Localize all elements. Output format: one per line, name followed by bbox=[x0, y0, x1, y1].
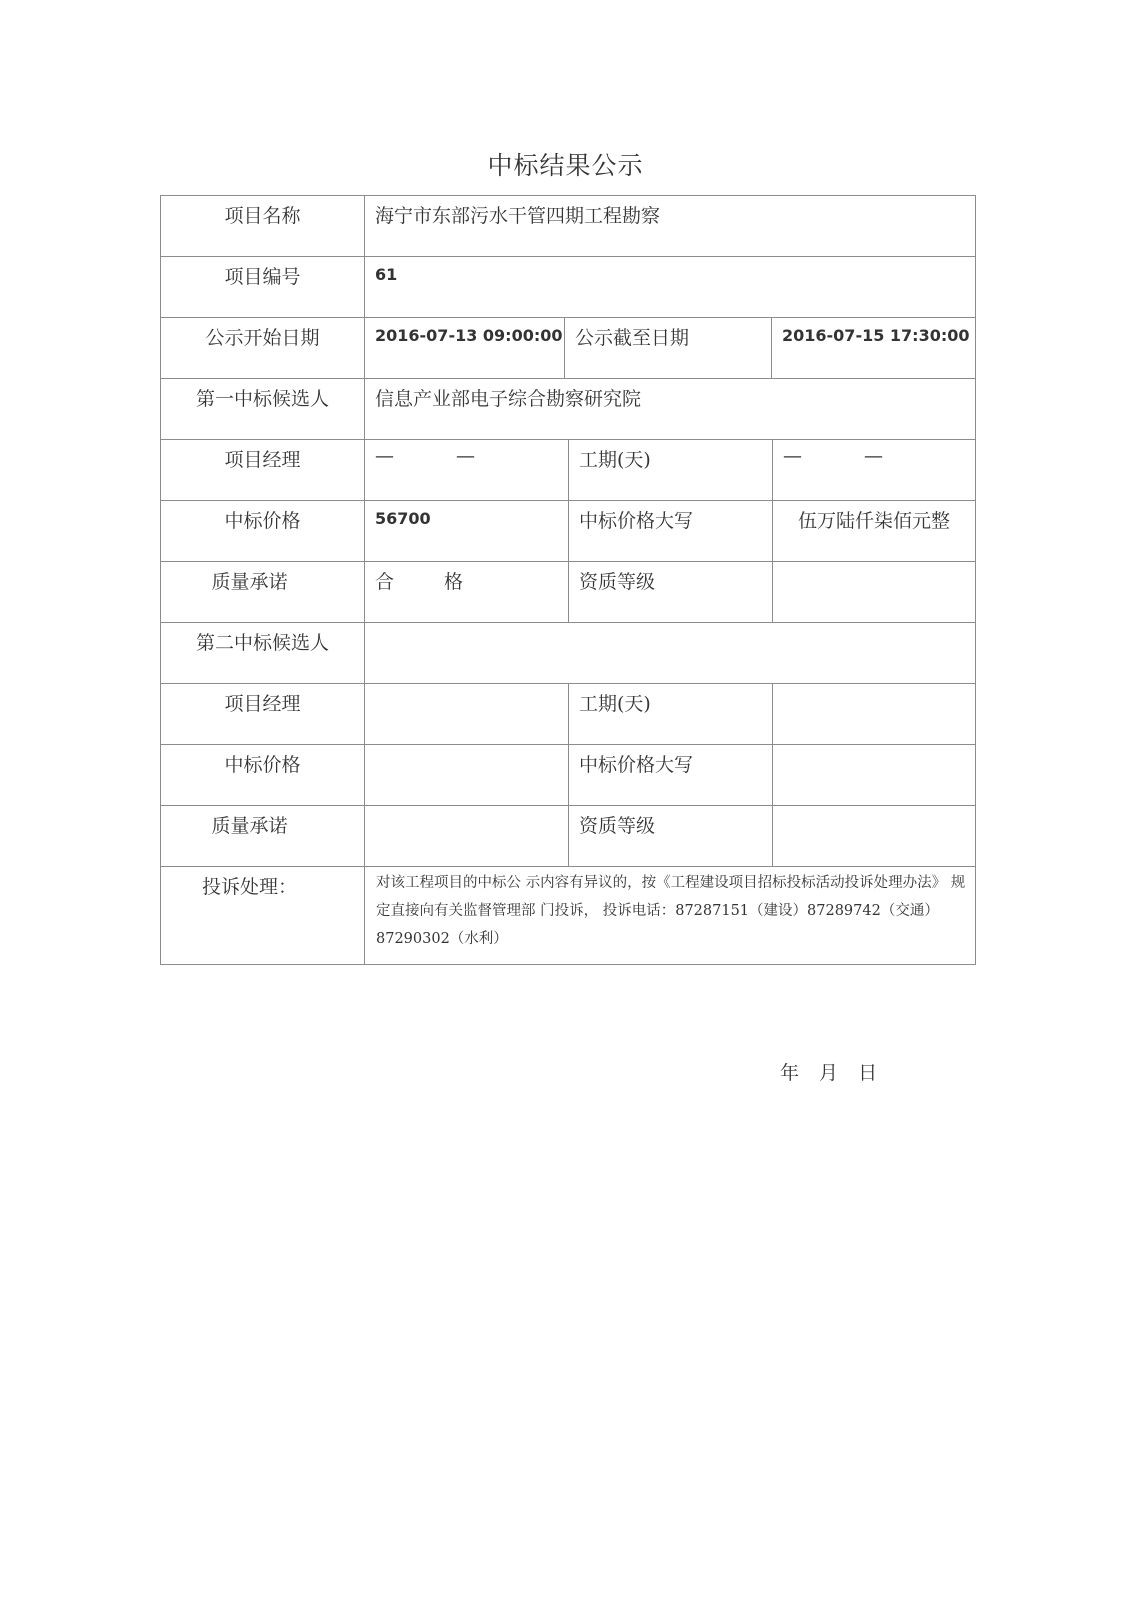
first-quality-label: 质量承诺 bbox=[160, 561, 365, 623]
publicity-end-label: 公示截至日期 bbox=[564, 317, 772, 379]
project-name-value: 海宁市东部污水干管四期工程勘察 bbox=[364, 195, 976, 257]
document-title: 中标结果公示 bbox=[487, 151, 644, 180]
publicity-end-value: 2016-07-15 17:30:00 bbox=[771, 317, 976, 379]
second-quality-value bbox=[364, 805, 569, 867]
second-duration-label: 工期(天) bbox=[568, 683, 773, 745]
second-price-caps-value bbox=[772, 744, 976, 806]
first-duration-label: 工期(天) bbox=[568, 439, 773, 501]
project-name-label: 项目名称 bbox=[160, 195, 365, 257]
second-manager-label: 项目经理 bbox=[160, 683, 365, 745]
first-quality-value: 合 格 bbox=[364, 561, 569, 623]
date-line: 年 月 日 bbox=[780, 1062, 878, 1084]
project-number-value: 61 bbox=[364, 256, 976, 318]
second-candidate-label: 第二中标候选人 bbox=[160, 622, 365, 684]
publicity-start-label: 公示开始日期 bbox=[160, 317, 365, 379]
second-qualification-value bbox=[772, 805, 976, 867]
first-price-value: 56700 bbox=[364, 500, 569, 562]
second-price-caps-label: 中标价格大写 bbox=[568, 744, 773, 806]
first-qualification-value bbox=[772, 561, 976, 623]
second-candidate-value bbox=[364, 622, 976, 684]
first-price-label: 中标价格 bbox=[160, 500, 365, 562]
complaint-label: 投诉处理： bbox=[160, 866, 365, 965]
first-qualification-label: 资质等级 bbox=[568, 561, 773, 623]
result-table bbox=[160, 195, 976, 965]
second-qualification-label: 资质等级 bbox=[568, 805, 773, 867]
first-duration-value: — — bbox=[772, 439, 976, 501]
complaint-text: 对该工程项目的中标公 示内容有异议的，按《工程建设项目招标投标活动投诉处理办法》 规定直接向有关监督管理部 门投诉， 投诉电话：87287151（建设）87289742（交通）87290302（水利） bbox=[364, 866, 976, 965]
second-duration-value bbox=[772, 683, 976, 745]
publicity-start-value: 2016-07-13 09:00:00 bbox=[364, 317, 565, 379]
second-manager-value bbox=[364, 683, 569, 745]
second-price-label: 中标价格 bbox=[160, 744, 365, 806]
project-number-label: 项目编号 bbox=[160, 256, 365, 318]
first-price-caps-value: 伍万陆仟柒佰元整 bbox=[772, 500, 976, 562]
second-quality-label: 质量承诺 bbox=[160, 805, 365, 867]
first-manager-label: 项目经理 bbox=[160, 439, 365, 501]
first-price-caps-label: 中标价格大写 bbox=[568, 500, 773, 562]
first-candidate-label: 第一中标候选人 bbox=[160, 378, 365, 440]
first-manager-value: — — bbox=[364, 439, 569, 501]
first-candidate-value: 信息产业部电子综合勘察研究院 bbox=[364, 378, 976, 440]
second-price-value bbox=[364, 744, 569, 806]
